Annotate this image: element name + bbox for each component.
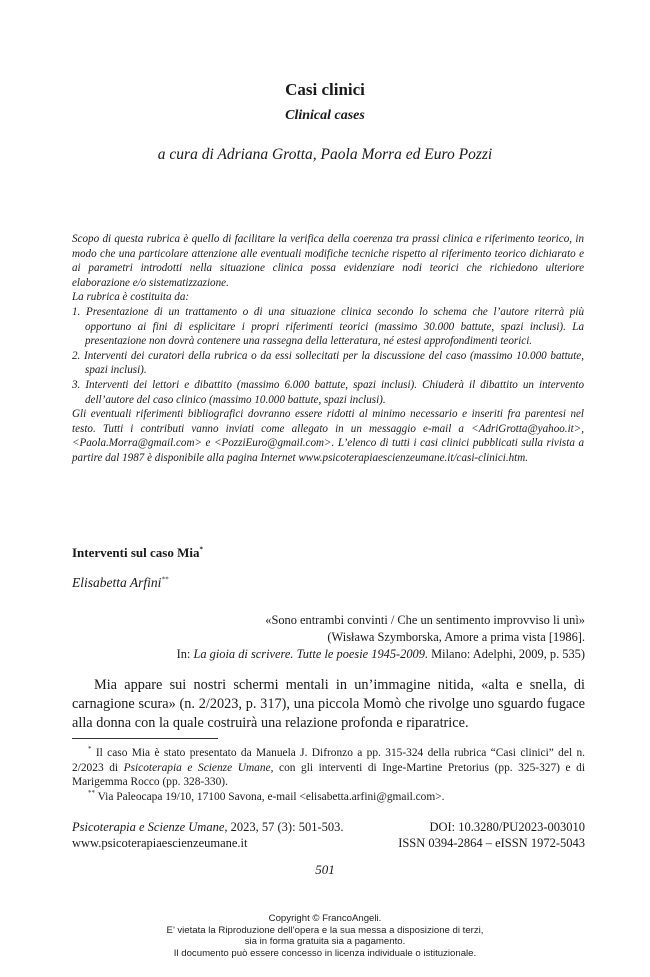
section-heading-text: Interventi sul caso Mia bbox=[72, 545, 200, 560]
footnote-2 bbox=[72, 790, 585, 805]
copyright-notice bbox=[0, 913, 650, 959]
rubric-item-3: 3. Interventi dei lettori e dibattito (massimo 6.000 battute, spazi inclusi). Chiuderà il dibattito un intervento dell’autore del caso clinico (massimo 10.000 battute, spazi inclusi). bbox=[72, 378, 584, 406]
citation-details: , 2023, 57 (3): 501-503. bbox=[224, 820, 344, 834]
copyright-line-2: E’ vietata la Riproduzione dell’opera e la sua messa a disposizione di terzi, bbox=[166, 924, 484, 936]
footnote-1-text-a: Il caso Mia è stato presentato da Manuela J. Difronzo a pp. 315-324 della rubrica “Casi clinici” del n. 2/2023 di bbox=[72, 747, 585, 774]
footnotes bbox=[72, 746, 585, 804]
issn: ISSN 0394-2864 – eISSN 1972-5043 bbox=[398, 836, 585, 850]
epigraph-ref-prefix: In: bbox=[176, 647, 194, 661]
rubric-structure-label: La rubrica è costituita da: bbox=[72, 291, 190, 304]
rubric-closing: Gli eventuali riferimenti bibliografici dovranno essere ridotti al minimo necessario e inseriti fra parentesi nel testo. Tutti i contributi vanno inviati come allegato in un messaggio e-mail a <AdriGrotta@yahoo.it>, <Paola.Morra@gmail.com> e <PozziEuro@gmail.com>. L’elenco di tutti i casi clinici pubblicati sulla rivista a partire dal 1987 è disponibile alla pagina Internet www.psicoterapiaescienzeumane.it/casi-clinici.htm. bbox=[72, 408, 584, 464]
footnote-1 bbox=[72, 746, 585, 790]
epigraph-reference bbox=[65, 646, 585, 663]
journal-name: Psicoterapia e Scienze Umane bbox=[72, 820, 225, 834]
epigraph bbox=[65, 612, 585, 663]
copyright-line-3: sia in forma gratuita sia a pagamento. bbox=[244, 936, 406, 948]
footnote-2-marker: ** bbox=[88, 788, 95, 797]
footnote-marker-2[interactable]: ** bbox=[161, 575, 169, 584]
article-author bbox=[72, 575, 168, 591]
rubric-item-1: 1. Presentazione di un trattamento o di una situazione clinica secondo lo schema che l’autore riterrà più opportuno ai fini di esplicitare i propri riferimenti teorici (massimo 30.000 battute, spazi inclusi). La presentazione non dovrà contenere una rassegna della letteratura, né estesi approfondimenti teorici. bbox=[72, 305, 584, 348]
section-heading bbox=[72, 545, 203, 561]
footnote-1-journal: Psicoterapia e Scienze Umane bbox=[123, 761, 271, 774]
copyright-line-1: Copyright © FrancoAngeli. bbox=[268, 913, 382, 924]
copyright-line-4: Il documento può essere concesso in licenza individuale o istituzionale. bbox=[173, 947, 477, 959]
page-subtitle: Clinical cases bbox=[285, 108, 365, 123]
epigraph-quote: «Sono entrambi convinti / Che un sentimento improvviso li unì» bbox=[265, 613, 585, 627]
footnote-1-marker: * bbox=[88, 745, 92, 754]
journal-citation bbox=[72, 820, 343, 835]
page-title: Casi clinici bbox=[285, 80, 365, 99]
footnote-1-text-b: , con gli interventi di Inge-Martine Pretorius (pp. 325-327) e di Marigemma Rocco (pp. 328-330). bbox=[72, 761, 585, 789]
doi[interactable]: DOI: 10.3280/PU2023-003010 bbox=[429, 820, 585, 834]
page-number: 501 bbox=[315, 862, 335, 877]
rubric-intro: Scopo di questa rubrica è quello di facilitare la verifica della coerenza tra prassi clinica e riferimento teorico, in modo che una particolare attenzione alle eventuali modifiche tecniche rispetto al riferimento teorico dichiarato e ai parametri introdotti nella situazione clinica possa evidenziare nodi teorici che richiedono ulteriore elaborazione e/o sistematizzazione. bbox=[72, 233, 584, 289]
epigraph-ref-title: La gioia di scrivere. Tutte le poesie 1945-2009. bbox=[193, 647, 429, 661]
epigraph-ref-rest: Milano: Adelphi, 2009, p. 535) bbox=[428, 647, 585, 661]
footnote-marker-1[interactable]: * bbox=[199, 545, 203, 554]
body-paragraph: Mia appare sui nostri schermi mentali in un’immagine nitida, «alta e snella, di carnagione scura» (n. 2/2023, p. 317), una piccola Momò che rivolge uno sguardo fugace alla donna con la quale costruirà una relazione profonda e riparatrice. bbox=[72, 677, 585, 732]
editors-line: a cura di Adriana Grotta, Paola Morra ed Euro Pozzi bbox=[157, 146, 493, 163]
rubric-item-2: 2. Interventi dei curatori della rubrica o da essi sollecitati per la discussione del caso (massimo 10.000 battute, spazi inclusi). bbox=[72, 349, 584, 377]
website-link[interactable]: www.psicoterapiaescienzeumane.it bbox=[72, 836, 248, 850]
footnote-2-text: Via Paleocapa 19/10, 17100 Savona, e-mail <elisabetta.arfini@gmail.com>. bbox=[95, 790, 445, 803]
author-name: Elisabetta Arfini bbox=[72, 575, 162, 590]
rubric-description bbox=[72, 232, 584, 466]
epigraph-source: (Wisława Szymborska, Amore a prima vista [1986]. bbox=[327, 630, 585, 644]
footnote-divider bbox=[72, 738, 218, 739]
